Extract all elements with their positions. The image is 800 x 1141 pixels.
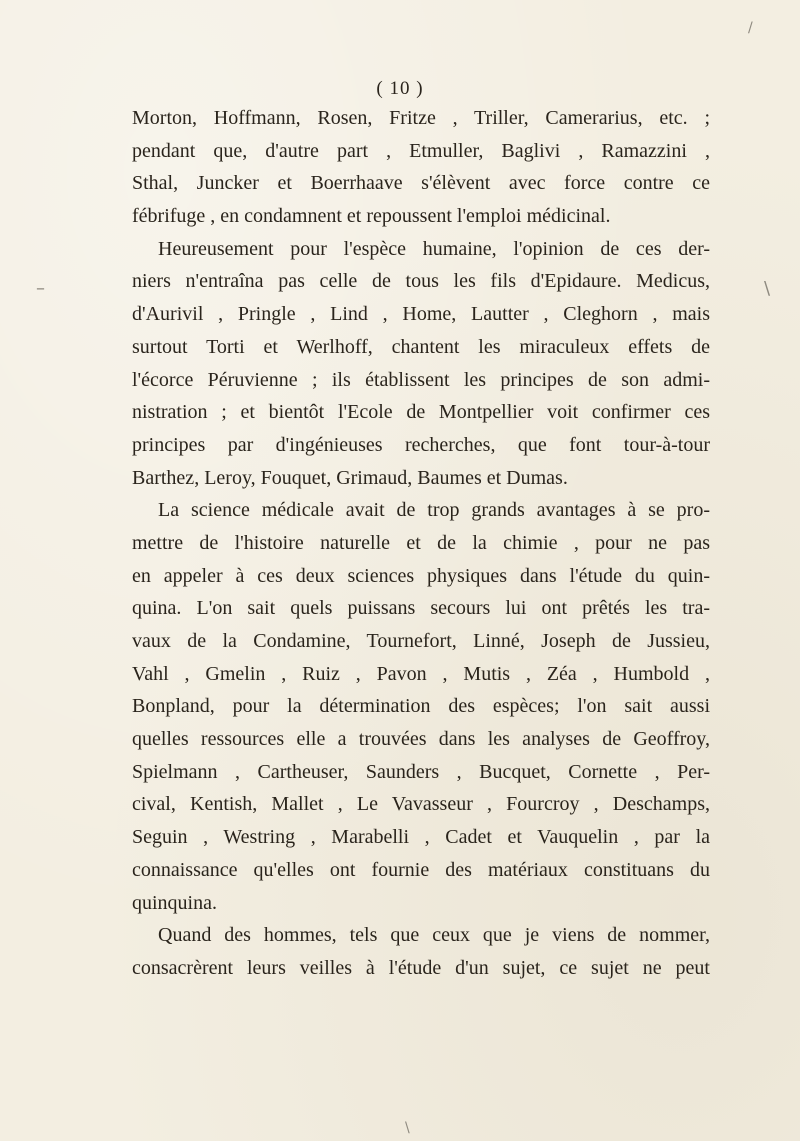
text-line: quelles ressources elle a trouvées dans les analyses de Geoffroy, [132, 728, 710, 751]
text-line: en appeler à ces deux sciences physiques dans l'étude du quin- [132, 564, 710, 587]
text-line: quina. L'on sait quels puissans secours lui ont prêtés les tra- [132, 597, 710, 620]
text-line: d'Aurivil , Pringle , Lind , Home, Lautter , Cleghorn , mais [132, 303, 710, 326]
text-line: Barthez, Leroy, Fouquet, Grimaud, Baumes et Dumas. [132, 466, 568, 489]
text-line: niers n'entraîna pas celle de tous les fils d'Epidaure. Medicus, [132, 270, 710, 293]
text-line: Bonpland, pour la détermination des espèces; l'on sait aussi [132, 695, 710, 718]
margin-mark-left: – [36, 278, 45, 299]
text-line: principes par d'ingénieuses recherches, que font tour-à-tour [132, 433, 710, 456]
bottom-mark: \ [405, 1120, 410, 1136]
text-line: mettre de l'histoire naturelle et de la chimie , pour ne pas [132, 531, 710, 554]
text-line: Spielmann , Cartheuser, Saunders , Bucquet, Cornette , Per- [132, 760, 710, 783]
corner-mark: / [748, 20, 753, 36]
text-line: Seguin , Westring , Marabelli , Cadet et Vauquelin , par la [132, 826, 710, 849]
text-line: Vahl , Gmelin , Ruiz , Pavon , Mutis , Zéa , Humbold , [132, 662, 710, 685]
text-line: vaux de la Condamine, Tournefort, Linné, Joseph de Jussieu, [132, 630, 710, 652]
page-number: ( 10 ) [376, 78, 424, 99]
text-line: connaissance qu'elles ont fournie des matériaux constituans du [132, 858, 710, 881]
text-line: quinquina. [132, 891, 217, 914]
text-line: Heureusement pour l'espèce humaine, l'opinion de ces der- [158, 237, 710, 260]
text-line: Morton, Hoffmann, Rosen, Fritze , Triller, Camerarius, etc. ; [132, 107, 710, 129]
text-line: surtout Torti et Werlhoff, chantent les miraculeux effets de [132, 335, 710, 358]
text-line: cival, Kentish, Mallet , Le Vavasseur , Fourcroy , Deschamps, [132, 793, 710, 816]
text-line: La science médicale avait de trop grands avantages à se pro- [158, 499, 710, 522]
text-line: consacrèrent leurs veilles à l'étude d'un sujet, ce sujet ne peut [132, 956, 710, 979]
margin-mark-right: \ [764, 278, 771, 299]
text-line: Sthal, Juncker et Boerrhaave s'élèvent avec force contre ce [132, 172, 710, 195]
body-text [132, 102, 710, 985]
text-line: l'écorce Péruvienne ; ils établissent les principes de son admi- [132, 368, 710, 391]
text-line: nistration ; et bientôt l'Ecole de Montpellier voit confirmer ces [132, 401, 710, 424]
text-line: Quand des hommes, tels que ceux que je viens de nommer, [158, 924, 710, 947]
text-line: pendant que, d'autre part , Etmuller, Baglivi , Ramazzini , [132, 139, 710, 162]
text-line: fébrifuge , en condamnent et repoussent l'emploi médicinal. [132, 205, 611, 228]
